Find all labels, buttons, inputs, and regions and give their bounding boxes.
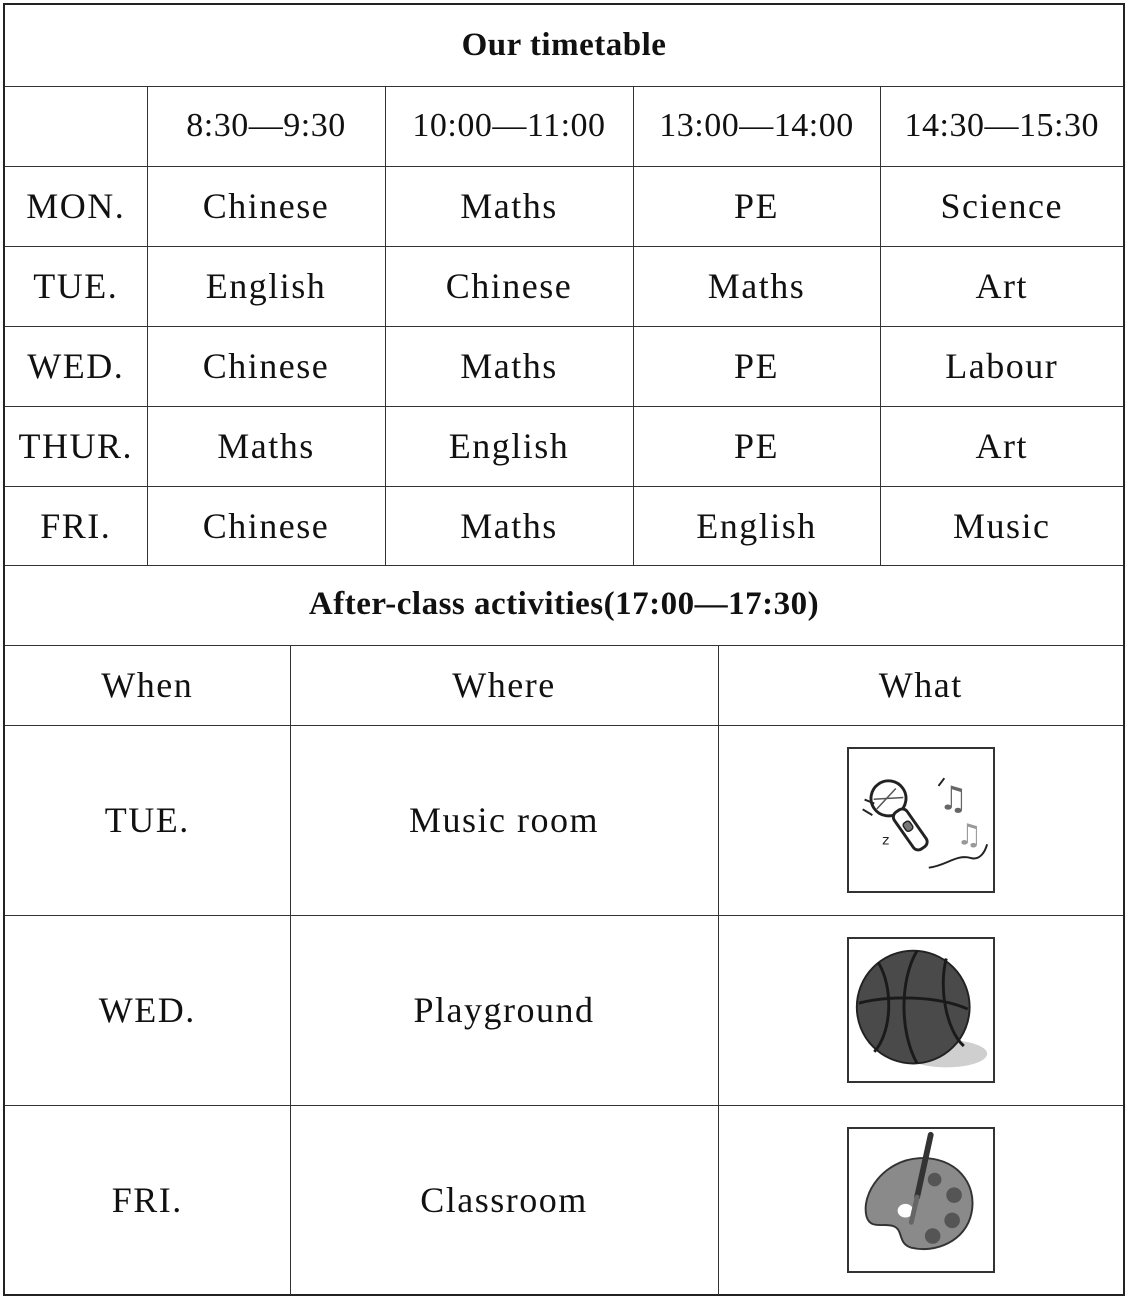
activity-when: WED. bbox=[5, 915, 290, 1105]
day-label: THUR. bbox=[5, 406, 147, 486]
subject-cell: PE bbox=[633, 406, 880, 486]
subject-cell: Maths bbox=[385, 166, 633, 246]
subject-cell: Science bbox=[880, 166, 1123, 246]
subject-cell: English bbox=[385, 406, 633, 486]
svg-text:♫: ♫ bbox=[955, 817, 984, 852]
time-header-row bbox=[5, 86, 1123, 166]
timetable-title: Our timetable bbox=[5, 5, 1123, 86]
activity-where: Music room bbox=[290, 725, 718, 915]
subject-cell: Chinese bbox=[147, 486, 385, 565]
timetable-row-fri bbox=[5, 486, 1123, 565]
activity-what bbox=[718, 1105, 1123, 1295]
subject-cell: Chinese bbox=[385, 246, 633, 326]
subject-cell: English bbox=[633, 486, 880, 565]
subject-cell: Music bbox=[880, 486, 1123, 565]
when-header: When bbox=[5, 645, 290, 725]
activity-row-tue bbox=[5, 725, 1123, 915]
subject-cell: PE bbox=[633, 326, 880, 406]
subject-cell: Maths bbox=[385, 486, 633, 565]
activity-what bbox=[718, 725, 1123, 915]
svg-text:z: z bbox=[881, 832, 891, 849]
what-header: What bbox=[718, 645, 1123, 725]
activities-header-row bbox=[5, 645, 1123, 725]
timetable-row-wed bbox=[5, 326, 1123, 406]
time-slot-1: 8:30—9:30 bbox=[147, 86, 385, 166]
subject-cell: English bbox=[147, 246, 385, 326]
where-header: Where bbox=[290, 645, 718, 725]
empty-corner-cell bbox=[5, 86, 147, 166]
activity-what bbox=[718, 915, 1123, 1105]
subject-cell: Maths bbox=[147, 406, 385, 486]
subject-cell: Chinese bbox=[147, 166, 385, 246]
timetable-row-mon bbox=[5, 166, 1123, 246]
timetable-row-thur bbox=[5, 406, 1123, 486]
svg-text:♫: ♫ bbox=[938, 778, 970, 818]
day-label: FRI. bbox=[5, 486, 147, 565]
activities-title: After-class activities(17:00—17:30) bbox=[5, 565, 1123, 645]
activities-table bbox=[5, 565, 1123, 1295]
subject-cell: Maths bbox=[633, 246, 880, 326]
subject-cell: Maths bbox=[385, 326, 633, 406]
activity-where: Classroom bbox=[290, 1105, 718, 1295]
timetable-sheet bbox=[3, 3, 1125, 1296]
activity-row-wed bbox=[5, 915, 1123, 1105]
subject-cell: Art bbox=[880, 246, 1123, 326]
subject-cell: Art bbox=[880, 406, 1123, 486]
day-label: WED. bbox=[5, 326, 147, 406]
basketball-icon bbox=[847, 937, 995, 1083]
time-slot-4: 14:30—15:30 bbox=[880, 86, 1123, 166]
subject-cell: Labour bbox=[880, 326, 1123, 406]
activity-when: TUE. bbox=[5, 725, 290, 915]
activity-row-fri bbox=[5, 1105, 1123, 1295]
day-label: MON. bbox=[5, 166, 147, 246]
time-slot-2: 10:00—11:00 bbox=[385, 86, 633, 166]
subject-cell: Chinese bbox=[147, 326, 385, 406]
paint-palette-icon bbox=[847, 1127, 995, 1273]
activity-when: FRI. bbox=[5, 1105, 290, 1295]
microphone-music-icon bbox=[847, 747, 995, 893]
activity-where: Playground bbox=[290, 915, 718, 1105]
subject-cell: PE bbox=[633, 166, 880, 246]
day-label: TUE. bbox=[5, 246, 147, 326]
timetable bbox=[5, 5, 1123, 566]
time-slot-3: 13:00—14:00 bbox=[633, 86, 880, 166]
timetable-row-tue bbox=[5, 246, 1123, 326]
